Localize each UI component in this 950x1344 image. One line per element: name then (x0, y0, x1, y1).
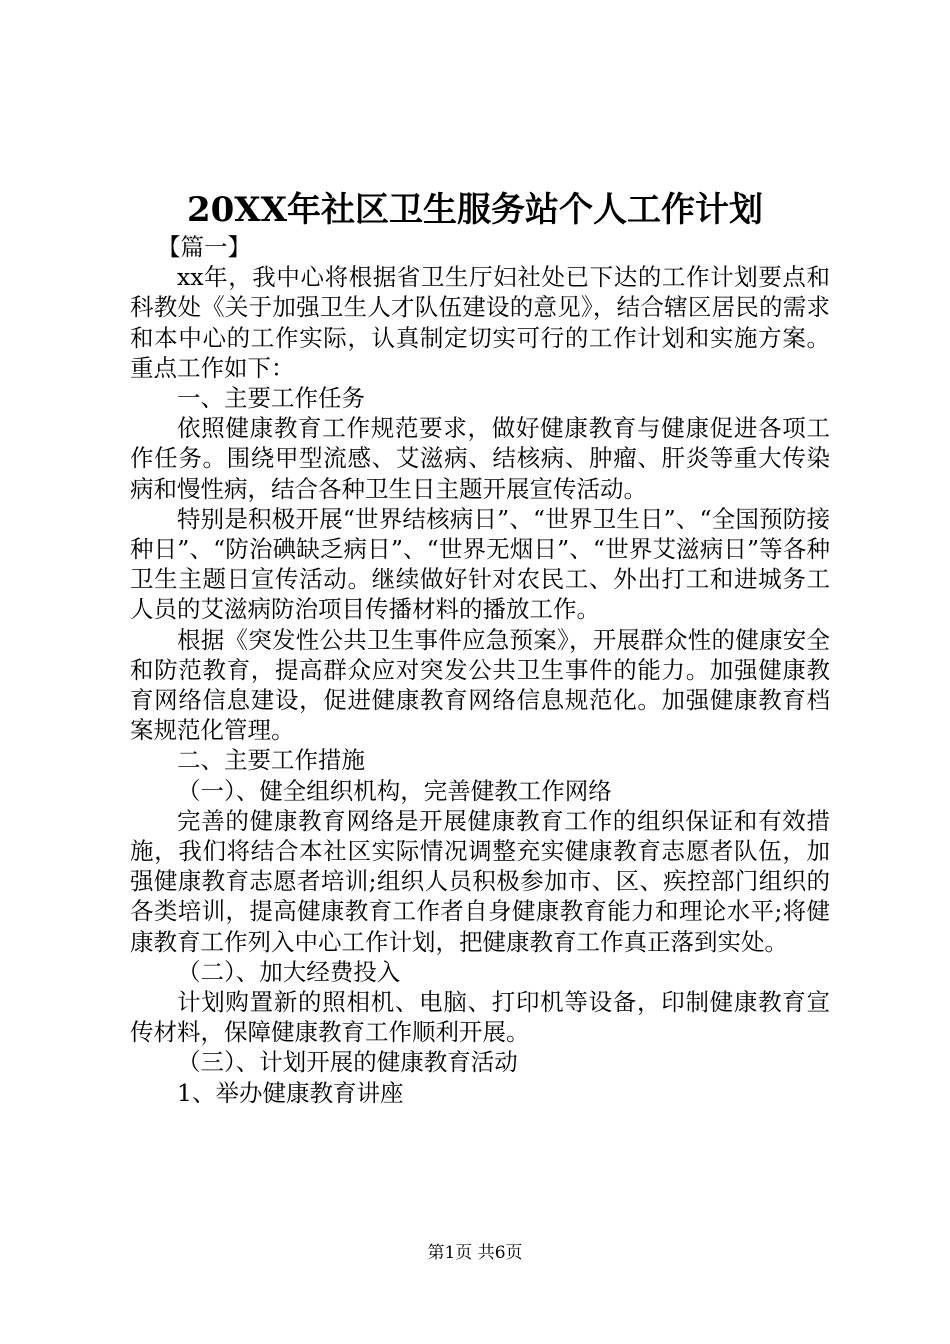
paragraph-emergency: 根据《突发性公共卫生事件应急预案》，开展群众性的健康安全和防范教育，提高群众应对突发公共卫生事件的能力。加强健康教育网络信息建设，促进健康教育网络信息规范化。加强健康教育档案规范化管理。 (130, 625, 830, 745)
paragraph-theme-days: 特别是积极开展“世界结核病日”、“世界卫生日”、“全国预防接种日”、“防治碘缺乏病日”、“世界无烟日”、“世界艾滋病日”等各种卫生主题日宣传活动。继续做好针对农民工、外出打工和进城务工人员的艾滋病防治项目传播材料的播放工作。 (130, 504, 830, 624)
paragraph-equipment: 计划购置新的照相机、电脑、打印机等设备，印制健康教育宣传材料，保障健康教育工作顺利开展。 (130, 988, 830, 1047)
subheading-organization: （一）、健全组织机构，完善健教工作网络 (177, 776, 612, 805)
list-item-lectures: 1、举办健康教育讲座 (177, 1078, 404, 1107)
heading-main-tasks: 一、主要工作任务 (177, 384, 365, 413)
subheading-activities: （三）、计划开展的健康教育活动 (177, 1048, 518, 1077)
document-title: 20XX年社区卫生服务站个人工作计划 (186, 190, 764, 230)
document-body (130, 232, 830, 1108)
section-label: 【篇一】 (157, 233, 252, 261)
paragraph-network: 完善的健康教育网络是开展健康教育工作的组织保证和有效措施，我们将结合本社区实际情况调整充实健康教育志愿者队伍，加强健康教育志愿者培训;组织人员积极参加市、区、疾控部门组织的各类培训，提高健康教育工作者自身健康教育能力和理论水平;将健康教育工作列入中心工作计划，把健康教育工作真正落到实处。 (130, 806, 830, 956)
page-footer: 第1页 共6页 (427, 1243, 523, 1263)
subheading-funding: （二）、加大经费投入 (177, 957, 401, 986)
paragraph-intro: xx年，我中心将根据省卫生厅妇社处已下达的工作计划要点和科教处《关于加强卫生人才队伍建设的意见》，结合辖区居民的需求和本中心的工作实际，认真制定切实可行的工作计划和实施方案。重点工作如下： (130, 263, 830, 382)
heading-main-measures: 二、主要工作措施 (177, 746, 365, 775)
paragraph-tasks: 依照健康教育工作规范要求，做好健康教育与健康促进各项工作任务。围绕甲型流感、艾滋病、结核病、肿瘤、肝炎等重大传染病和慢性病，结合各种卫生日主题开展宣传活动。 (130, 414, 830, 503)
